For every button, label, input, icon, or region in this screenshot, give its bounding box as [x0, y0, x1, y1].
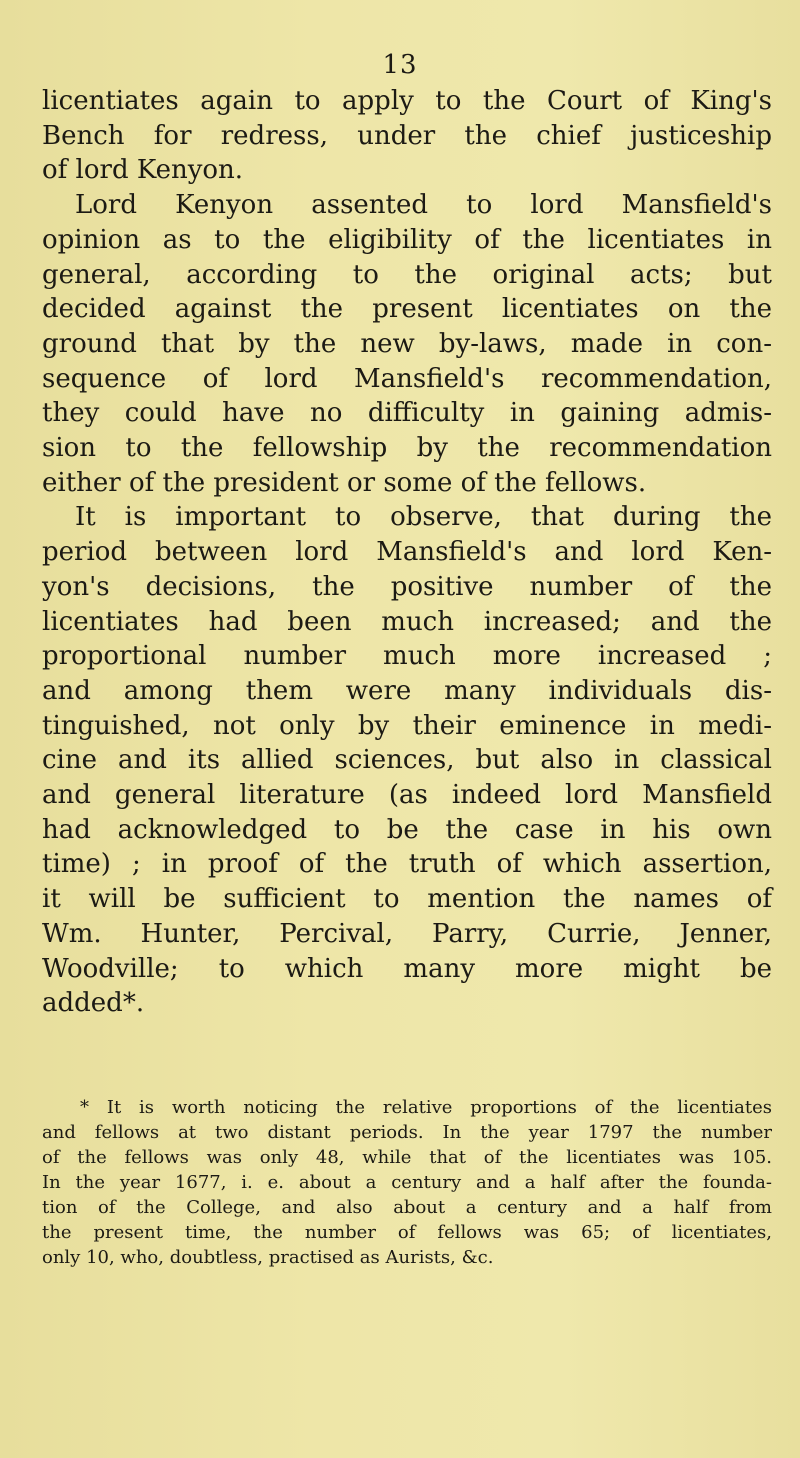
footnote-line: tion of the College, and also about a century and a half from — [42, 1197, 772, 1218]
paragraph-start: It is important to observe, that during the — [75, 502, 772, 533]
footnote-line: only 10, who, doubtless, practised as Aurists, &c. — [42, 1247, 494, 1268]
body-line: ground that by the new by-laws, made in con- — [42, 328, 772, 359]
body-line: time) ; in proof of the truth of which assertion, — [42, 849, 772, 880]
footnote-line: and fellows at two distant periods. In the year 1797 the number — [42, 1122, 772, 1143]
body-line: Bench for redress, under the chief justiceship — [42, 120, 772, 151]
body-line: of lord Kenyon. — [42, 155, 244, 186]
body-line: sion to the fellowship by the recommendation — [42, 433, 772, 464]
page-number: 13 — [382, 50, 418, 80]
body-line: Woodville; to which many more might be — [42, 953, 772, 984]
body-line: yon's decisions, the positive number of the — [42, 571, 772, 602]
body-line: added*. — [42, 988, 145, 1019]
body-line: period between lord Mansfield's and lord Ken- — [42, 537, 772, 568]
body-line: sequence of lord Mansfield's recommendation, — [42, 363, 772, 394]
body-line: tinguished, not only by their eminence in medi- — [42, 710, 772, 741]
body-line: general, according to the original acts; but — [42, 259, 772, 290]
footnote-line: * It is worth noticing the relative proportions of the licentiates — [80, 1097, 772, 1118]
body-line: licentiates again to apply to the Court of King's — [42, 86, 772, 116]
body-line: decided against the present licentiates on the — [42, 294, 772, 325]
footnote — [42, 1095, 772, 1270]
body-line: had acknowledged to be the case in his own — [42, 814, 772, 845]
body-line: they could have no difficulty in gaining admis- — [42, 398, 772, 429]
body-line: proportional number much more increased ; — [42, 641, 772, 672]
footnote-line: In the year 1677, i. e. about a century and a half after the founda- — [42, 1172, 772, 1193]
body-text — [42, 84, 772, 1021]
body-line: and general literature (as indeed lord Mansfield — [42, 780, 772, 811]
paragraph-start: Lord Kenyon assented to lord Mansfield's — [75, 190, 772, 221]
body-line: opinion as to the eligibility of the licentiates in — [42, 224, 772, 255]
body-line: Wm. Hunter, Percival, Parry, Currie, Jenner, — [42, 918, 772, 949]
footnote-line: the present time, the number of fellows was 65; of licentiates, — [42, 1222, 772, 1243]
body-line: and among them were many individuals dis- — [42, 675, 772, 706]
body-line: it will be sufficient to mention the names of — [42, 884, 772, 915]
body-line: cine and its allied sciences, but also in classical — [42, 745, 772, 776]
body-line: either of the president or some of the fellows. — [42, 467, 647, 498]
body-line: licentiates had been much increased; and the — [42, 606, 772, 637]
footnote-line: of the fellows was only 48, while that of the licentiates was 105. — [42, 1147, 772, 1168]
